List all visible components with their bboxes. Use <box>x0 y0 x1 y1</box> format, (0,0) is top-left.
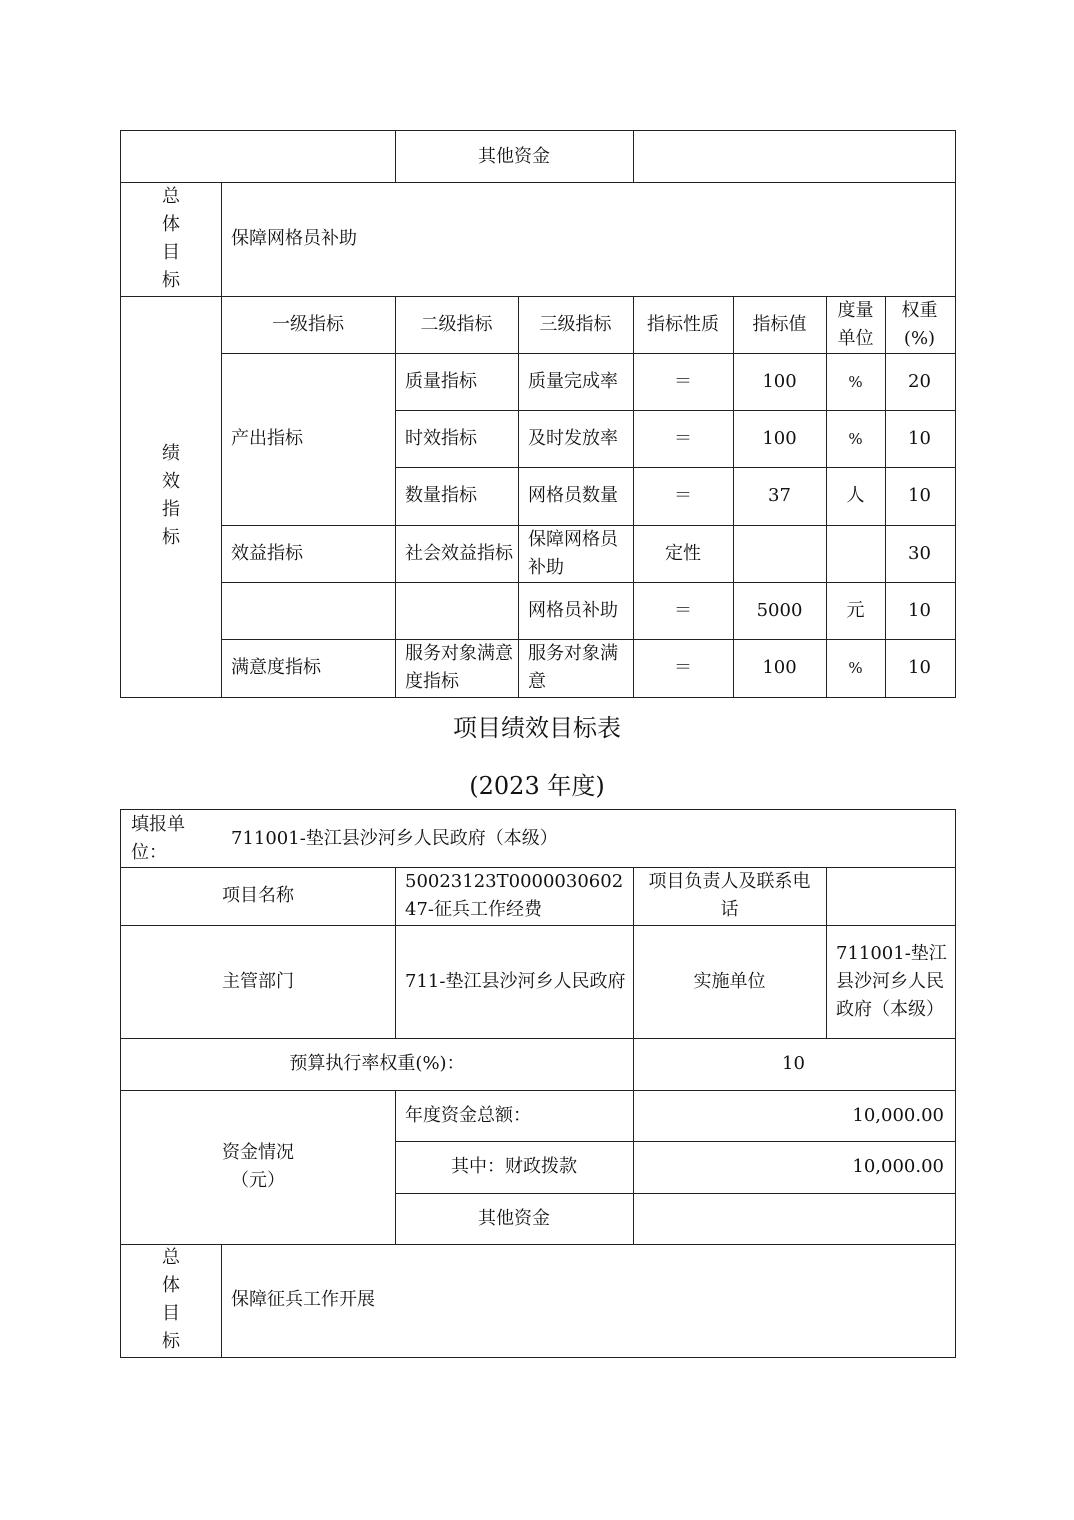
header-level1: 一级指标 <box>272 313 344 335</box>
header-weight: 权重(%) <box>901 299 938 349</box>
level2-cell: 数量指标 <box>405 485 477 506</box>
nature-cell: 定性 <box>665 542 701 564</box>
overall-goal-value-2: 保障征兵工作开展 <box>231 1289 375 1310</box>
reporting-unit-value: 711001-垫江县沙河乡人民政府（本级） <box>231 827 558 849</box>
overall-goal-label-2 <box>121 1244 221 1356</box>
funds-label: 资金情况（元） <box>222 1142 294 1191</box>
level3-cell: 及时发放率 <box>528 427 618 449</box>
value-cell: 37 <box>768 485 791 506</box>
weight-cell: 10 <box>908 427 931 449</box>
level2-cell: 服务对象满意度指标 <box>405 642 513 692</box>
year-subtitle: (2023 年度) <box>469 772 605 800</box>
level1-output: 产出指标 <box>231 428 303 449</box>
unit-cell: % <box>848 372 863 391</box>
fiscal-appropriation-label: 其中：财政拨款 <box>451 1156 577 1177</box>
level1-satisfaction: 满意度指标 <box>231 656 321 678</box>
implementing-unit-value: 711001-垫江县沙河乡人民政府（本级） <box>836 942 947 1020</box>
overall-goal-label <box>121 182 221 296</box>
weight-cell: 20 <box>908 370 931 392</box>
budget-rate-value: 10 <box>782 1053 805 1074</box>
header-value: 指标值 <box>752 313 807 335</box>
level2-cell <box>395 582 518 639</box>
annual-total-value: 10,000.00 <box>852 1104 944 1126</box>
other-funds-label-2: 其他资金 <box>478 1207 550 1229</box>
overall-goal-value: 保障网格员补助 <box>231 228 357 249</box>
project-name-label: 项目名称 <box>222 885 294 906</box>
level1-benefit: 效益指标 <box>231 542 303 564</box>
nature-cell: ＝ <box>674 370 692 392</box>
level3-cell: 质量完成率 <box>528 370 618 392</box>
value-cell <box>733 525 826 582</box>
header-unit: 度量单位 <box>837 299 874 349</box>
level3-cell: 网格员数量 <box>528 485 618 506</box>
overall-goal-label-2-text: 总体目标 <box>162 1247 180 1352</box>
nature-cell: ＝ <box>674 485 692 506</box>
overall-goal-label-text: 总体目标 <box>162 186 180 291</box>
weight-cell: 10 <box>908 656 931 678</box>
supervising-dept-value: 711-垫江县沙河乡人民政府 <box>405 970 626 992</box>
performance-indicators-label <box>121 296 221 696</box>
fiscal-appropriation-value: 10,000.00 <box>852 1156 944 1177</box>
other-funds-value <box>633 131 954 182</box>
level3-cell: 服务对象满意 <box>528 642 618 692</box>
reporting-unit-label: 填报单位： <box>131 813 185 863</box>
unit-cell: 人 <box>846 485 865 506</box>
performance-indicators-label-text: 绩效指标 <box>162 443 180 548</box>
level2-cell: 质量指标 <box>405 370 477 392</box>
level2-cell: 社会效益指标 <box>405 542 513 564</box>
unit-cell <box>826 525 885 582</box>
level1-blank <box>221 582 395 639</box>
supervising-dept-label: 主管部门 <box>222 970 294 992</box>
header-level3: 三级指标 <box>539 313 612 335</box>
nature-cell: ＝ <box>674 599 692 621</box>
header-level2: 二级指标 <box>420 313 493 335</box>
project-contact-value <box>826 867 954 925</box>
implementing-unit-label: 实施单位 <box>693 970 766 992</box>
unit-cell: % <box>848 429 863 448</box>
page-title: 项目绩效目标表 <box>453 714 621 742</box>
value-cell: 5000 <box>756 599 803 621</box>
annual-total-label: 年度资金总额： <box>405 1104 531 1126</box>
project-contact-label: 项目负责人及联系电话 <box>648 871 811 920</box>
nature-cell: ＝ <box>674 427 692 449</box>
other-funds-value-2 <box>633 1193 954 1244</box>
nature-cell: ＝ <box>674 656 692 678</box>
budget-rate-label: 预算执行率权重(%)： <box>289 1053 465 1074</box>
value-cell: 100 <box>762 370 797 392</box>
header-nature: 指标性质 <box>647 313 719 335</box>
value-cell: 100 <box>762 427 797 449</box>
weight-cell: 30 <box>908 542 931 564</box>
unit-cell: % <box>848 658 863 677</box>
value-cell: 100 <box>762 656 797 678</box>
level3-cell: 保障网格员补助 <box>528 528 618 578</box>
other-funds-label: 其他资金 <box>478 145 550 167</box>
project-name-value: 50023123T000003060247-征兵工作经费 <box>405 871 624 920</box>
weight-cell: 10 <box>908 485 931 506</box>
weight-cell: 10 <box>908 599 931 621</box>
level3-cell: 网格员补助 <box>528 599 618 621</box>
level2-cell: 时效指标 <box>405 427 477 449</box>
unit-cell: 元 <box>846 599 865 621</box>
